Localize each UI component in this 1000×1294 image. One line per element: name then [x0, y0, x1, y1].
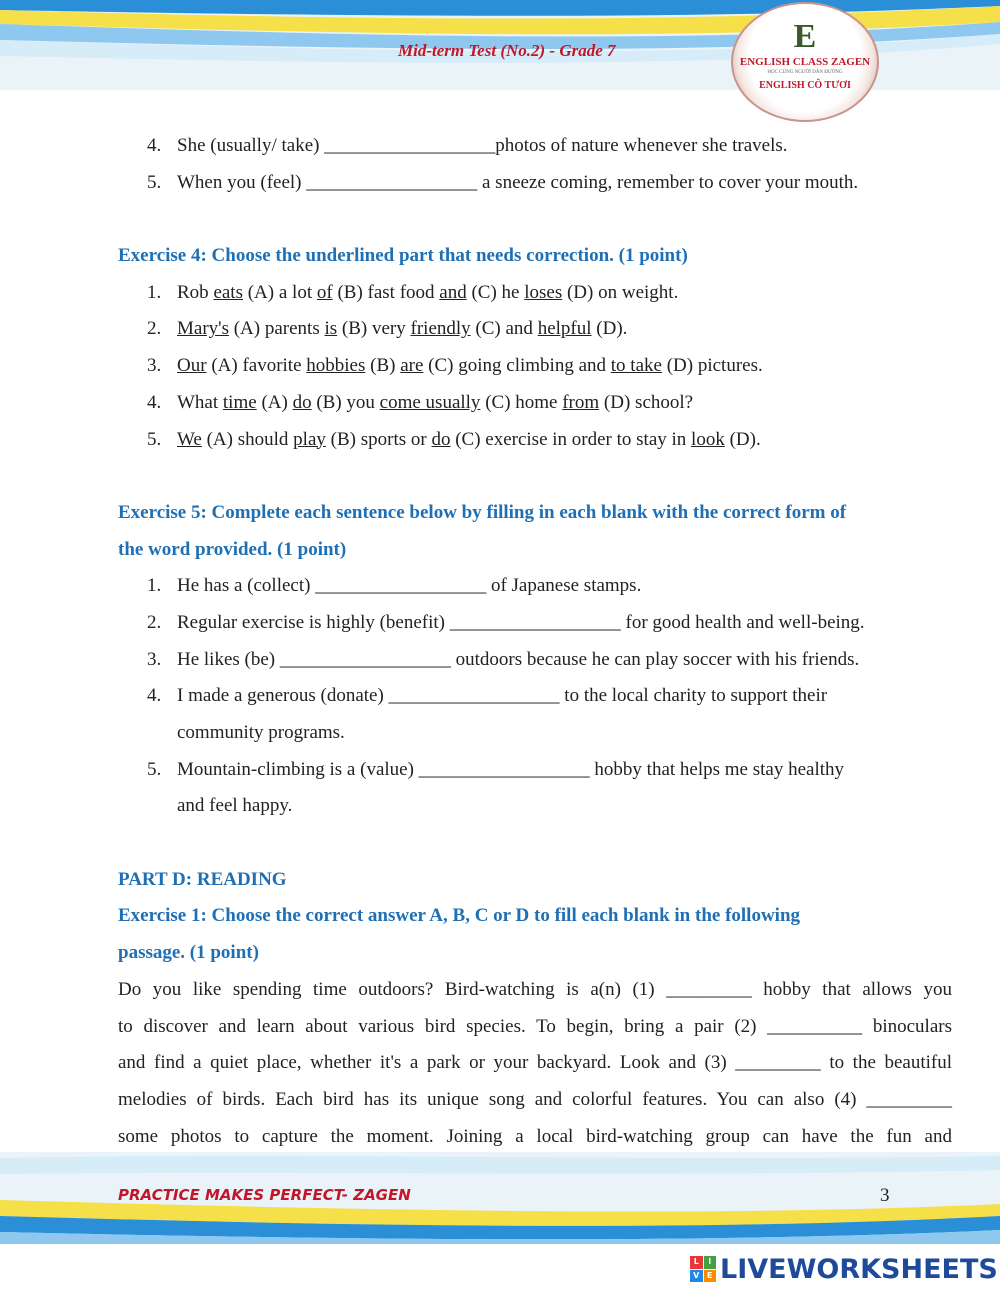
ex5-item: [118, 605, 952, 642]
item-text-part: (D) on weight.: [562, 281, 679, 303]
item-text-part: (B) very: [337, 318, 411, 340]
underlined-part: We: [177, 428, 202, 450]
item-text: I made a generous (donate) __________________ to the local charity to support their: [177, 685, 828, 707]
underlined-part: look: [691, 428, 725, 450]
reading-ex1-title-line2: passage. (1 point): [118, 942, 259, 964]
item-number: 1.: [147, 281, 162, 303]
ex4-item: [118, 385, 952, 422]
item-number: 5.: [147, 171, 162, 193]
item-text-part: What: [177, 391, 223, 413]
underlined-part: eats: [213, 281, 243, 303]
ex5-item: [118, 752, 952, 789]
ex5-item: [118, 678, 952, 715]
underlined-part: is: [324, 318, 338, 340]
item-text-part: (B) fast food: [332, 281, 440, 303]
footer-slogan: PRACTICE MAKES PERFECT- ZAGEN: [118, 1186, 411, 1204]
underlined-part: friendly: [410, 318, 471, 340]
liveworksheets-wordmark: LIVEWORKSHEETS: [720, 1253, 998, 1285]
item-text-part: (D).: [591, 318, 628, 340]
underlined-part: are: [400, 355, 424, 377]
header-title: Mid-term Test (No.2) - Grade 7: [398, 41, 616, 60]
item-text-part: (A) parents: [228, 318, 325, 340]
passage-line: melodies of birds. Each bird has its unique song and colorful features. You can also (4) _________: [118, 1088, 952, 1110]
page-number: 3: [880, 1185, 890, 1206]
item-text: She (usually/ take) __________________photos of nature whenever she travels.: [177, 135, 788, 156]
item-text-part: (B) you: [311, 391, 380, 413]
item-text-part: (B): [365, 355, 401, 377]
underlined-part: do: [431, 428, 451, 450]
item-text-part: (C) and: [470, 318, 538, 340]
item-text: He likes (be) __________________ outdoors because he can play soccer with his friends.: [177, 648, 860, 670]
item-number: 2.: [147, 611, 162, 633]
underlined-part: come usually: [379, 391, 481, 413]
part-d-title: PART D: READING: [118, 868, 287, 890]
item-text-part: (C) going climbing and: [423, 355, 611, 377]
ex3-item: [118, 165, 952, 202]
underlined-part: Mary's: [177, 318, 229, 340]
underlined-part: from: [562, 391, 600, 413]
liveworksheets-icon: L I V E: [690, 1256, 716, 1282]
item-text: He has a (collect) __________________ of Japanese stamps.: [177, 575, 642, 597]
logo-mark: E: [793, 18, 817, 55]
ex4-item: [118, 311, 952, 348]
ex4-item: [118, 422, 952, 459]
item-text-part: (A): [256, 391, 293, 413]
logo-text-bottom: ENGLISH CÔ TƯƠI: [759, 80, 851, 91]
passage-line: and find a quiet place, whether it's a park or your backyard. Look and (3) _________ to the beautiful: [118, 1052, 952, 1074]
underlined-part: helpful: [537, 318, 592, 340]
underlined-part: play: [293, 428, 326, 450]
underlined-part: loses: [524, 281, 563, 303]
item-text-part: (B) sports or: [325, 428, 432, 450]
exercise-4-list: [118, 275, 952, 458]
passage-line: to discover and learn about various bird species. To begin, bring a pair (2) __________ binoculars: [118, 1015, 952, 1037]
liveworksheets-brand[interactable]: [690, 1252, 998, 1286]
exercise-5-title-line1: Exercise 5: Complete each sentence below by filling in each blank with the correct form of: [118, 501, 847, 523]
ex4-item: [118, 275, 952, 312]
item-number: 4.: [147, 391, 162, 413]
ex3-item: [118, 128, 952, 165]
item-text-part: (D) school?: [599, 391, 694, 413]
ex5-item: [118, 568, 952, 605]
ex4-item: [118, 348, 952, 385]
item-text-part: (A) should: [201, 428, 294, 450]
item-text-part: (A) favorite: [206, 355, 307, 377]
item-text: Mountain-climbing is a (value) __________________ hobby that helps me stay healthy: [177, 758, 845, 780]
logo-text-top: ENGLISH CLASS ZAGEN: [739, 56, 871, 68]
item-text-part: Rob: [177, 281, 214, 303]
underlined-part: Our: [177, 355, 207, 377]
school-logo: [731, 2, 879, 122]
item-text: Regular exercise is highly (benefit) __________________ for good health and well-being.: [177, 611, 865, 633]
reading-ex1-title-line1: Exercise 1: Choose the correct answer A, B, C or D to fill each blank in the following: [118, 905, 801, 927]
item-text-part: (A) a lot: [242, 281, 317, 303]
item-text: When you (feel) __________________ a sneeze coming, remember to cover your mouth.: [177, 171, 859, 193]
ex5-item: [118, 642, 952, 679]
passage-line: Do you like spending time outdoors? Bird-watching is a(n) (1) _________ hobby that allows you: [118, 978, 952, 1000]
item-text-part: (D).: [724, 428, 761, 450]
underlined-part: of: [316, 281, 333, 303]
underlined-part: do: [292, 391, 312, 413]
worksheet-content: [118, 128, 952, 1155]
underlined-part: hobbies: [306, 355, 366, 377]
item-text-part: (C) home: [480, 391, 563, 413]
item-text-part: (C) he: [466, 281, 525, 303]
item-number: 5.: [147, 758, 162, 780]
exercise-4-title: Exercise 4: Choose the underlined part that needs correction. (1 point): [118, 245, 688, 267]
ex5-item-continuation: and feel happy.: [177, 795, 293, 817]
item-text-part: (C) exercise in order to stay in: [450, 428, 692, 450]
exercise-5-title-line2: the word provided. (1 point): [118, 538, 347, 560]
item-number: 3.: [147, 648, 162, 670]
item-number: 3.: [147, 355, 162, 377]
underlined-part: and: [439, 281, 467, 303]
item-number: 1.: [147, 575, 162, 597]
item-number: 4.: [147, 685, 162, 707]
item-number: 4.: [147, 135, 162, 156]
item-number: 2.: [147, 318, 162, 340]
ex5-item-continuation: community programs.: [177, 722, 345, 743]
passage-line: some photos to capture the moment. Joining a local bird-watching group can have the fun and: [118, 1125, 952, 1147]
item-number: 5.: [147, 428, 162, 450]
underlined-part: time: [222, 391, 257, 413]
logo-text-small: HỌC CÙNG NGƯỜI DẪN ĐƯỜNG: [767, 70, 843, 75]
underlined-part: to take: [610, 355, 662, 377]
item-text-part: (D) pictures.: [661, 355, 763, 377]
